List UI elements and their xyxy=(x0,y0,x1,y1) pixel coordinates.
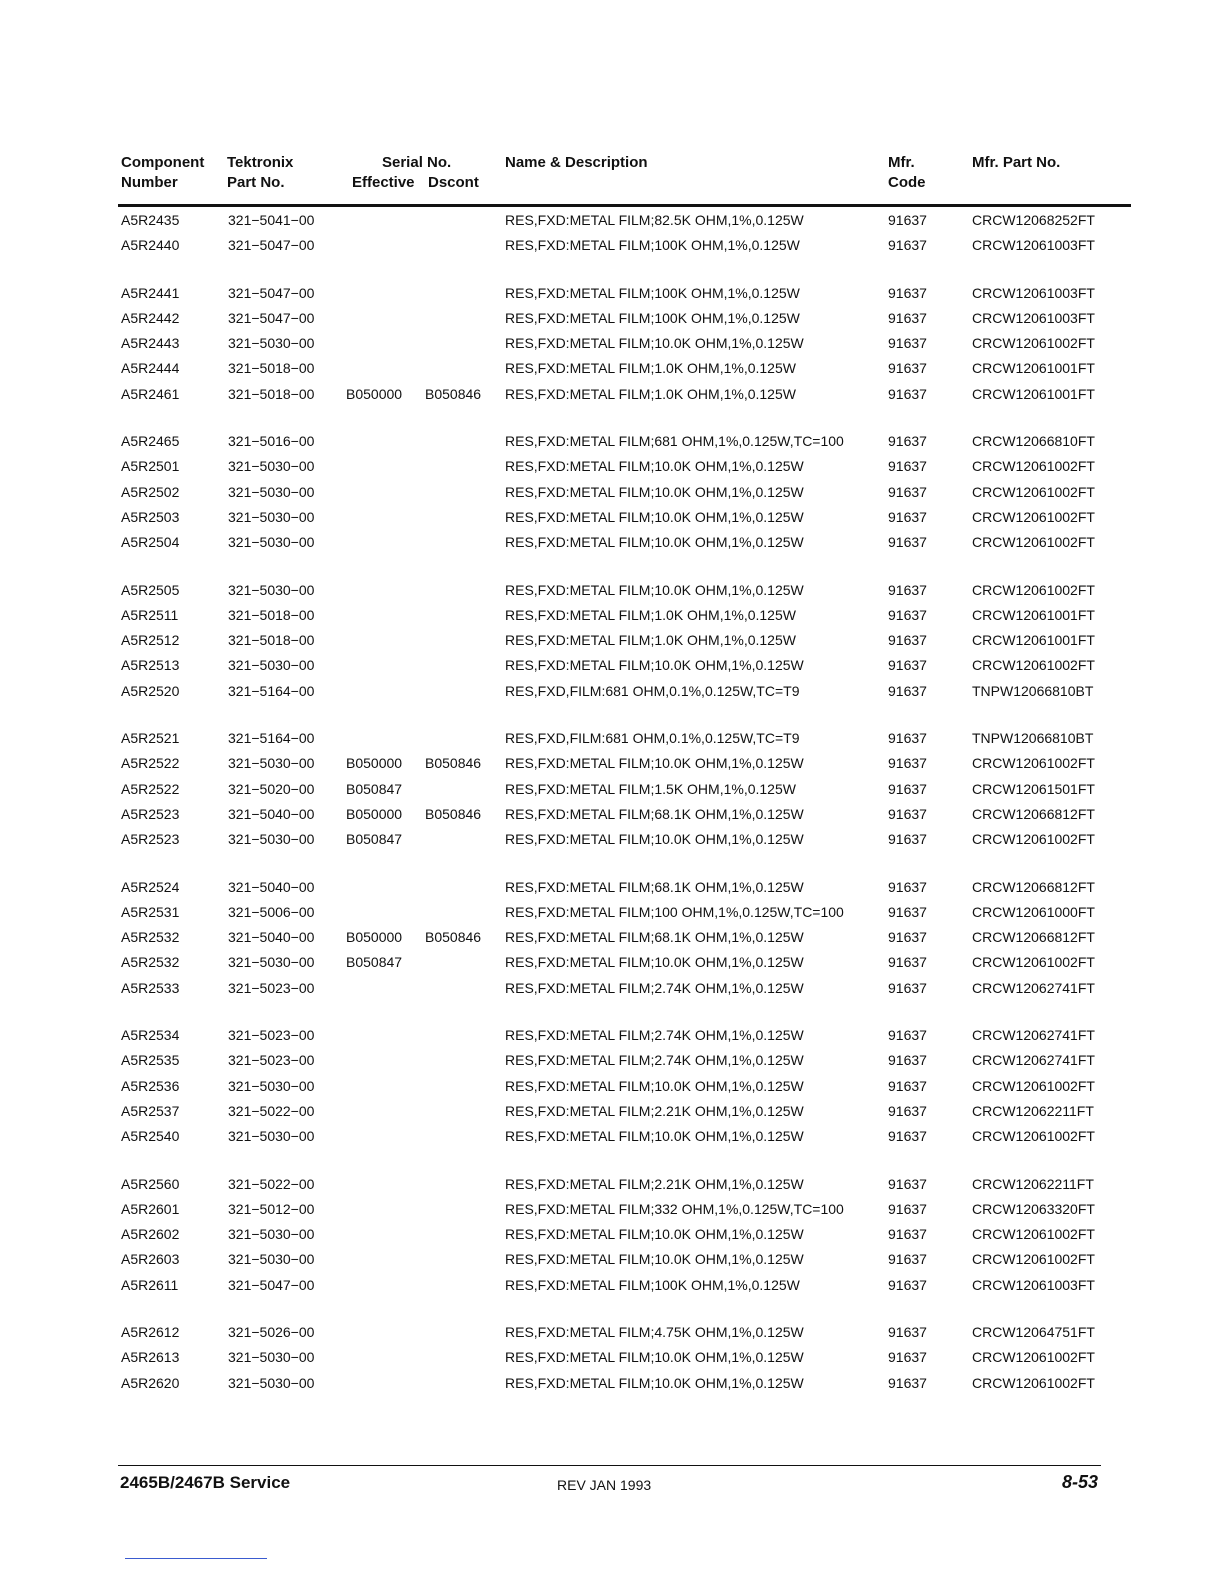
tektronix-part-no: 321−5030−00 xyxy=(228,657,315,674)
tektronix-part-no: 321−5023−00 xyxy=(228,1027,315,1044)
mfr-part-no: CRCW12061002FT xyxy=(972,657,1095,674)
mfr-part-no: CRCW12064751FT xyxy=(972,1323,1095,1340)
table-row xyxy=(120,1023,1130,1048)
mfr-code: 91637 xyxy=(888,903,927,920)
component-number: A5R2612 xyxy=(121,1323,180,1340)
mfr-code: 91637 xyxy=(888,657,927,674)
footer-rule xyxy=(118,1465,1101,1466)
table-row xyxy=(120,306,1130,331)
mfr-part-no: CRCW12066812FT xyxy=(972,878,1095,895)
table-row xyxy=(120,900,1130,925)
table-row xyxy=(120,875,1130,900)
header-dscont: Dscont xyxy=(428,174,479,191)
mfr-code: 91637 xyxy=(888,632,927,649)
name-description: RES,FXD:METAL FILM;2.21K OHM,1%,0.125W xyxy=(505,1175,804,1192)
name-description: RES,FXD:METAL FILM;100K OHM,1%,0.125W xyxy=(505,309,800,326)
header-rule xyxy=(118,204,1131,207)
table-row xyxy=(120,480,1130,505)
component-number: A5R2611 xyxy=(121,1276,179,1293)
mfr-part-no: CRCW12061002FT xyxy=(972,483,1095,500)
mfr-code: 91637 xyxy=(888,1251,927,1268)
tektronix-part-no: 321−5022−00 xyxy=(228,1175,315,1192)
tektronix-part-no: 321−5030−00 xyxy=(228,954,315,971)
component-number: A5R2522 xyxy=(121,755,180,772)
mfr-code: 91637 xyxy=(888,433,927,450)
component-number: A5R2465 xyxy=(121,433,180,450)
component-number: A5R2523 xyxy=(121,805,180,822)
component-number: A5R2521 xyxy=(121,730,180,747)
mfr-code: 91637 xyxy=(888,878,927,895)
name-description: RES,FXD:METAL FILM;10.0K OHM,1%,0.125W xyxy=(505,954,804,971)
table-row xyxy=(120,1048,1130,1073)
component-number: A5R2440 xyxy=(121,237,180,254)
header-name-description: Name & Description xyxy=(505,154,648,171)
table-row xyxy=(120,530,1130,555)
tektronix-part-no: 321−5164−00 xyxy=(228,730,315,747)
mfr-part-no: CRCW12066812FT xyxy=(972,805,1095,822)
header-mfr-part-no: Mfr. Part No. xyxy=(972,154,1061,171)
table-row xyxy=(120,679,1130,704)
tektronix-part-no: 321−5018−00 xyxy=(228,606,315,623)
name-description: RES,FXD:METAL FILM;10.0K OHM,1%,0.125W xyxy=(505,755,804,772)
name-description: RES,FXD:METAL FILM;1.0K OHM,1%,0.125W xyxy=(505,385,796,402)
row-group xyxy=(120,578,1130,704)
name-description: RES,FXD:METAL FILM;100K OHM,1%,0.125W xyxy=(505,237,800,254)
tektronix-part-no: 321−5018−00 xyxy=(228,385,315,402)
component-number: A5R2603 xyxy=(121,1251,180,1268)
table-row xyxy=(120,1197,1130,1222)
component-number: A5R2602 xyxy=(121,1226,180,1243)
mfr-code: 91637 xyxy=(888,1349,927,1366)
tektronix-part-no: 321−5040−00 xyxy=(228,929,315,946)
mfr-code: 91637 xyxy=(888,284,927,301)
tektronix-part-no: 321−5012−00 xyxy=(228,1200,315,1217)
mfr-code: 91637 xyxy=(888,1077,927,1094)
mfr-part-no: CRCW12061002FT xyxy=(972,1374,1095,1391)
component-number: A5R2601 xyxy=(121,1200,180,1217)
mfr-part-no: CRCW12061002FT xyxy=(972,508,1095,525)
name-description: RES,FXD:METAL FILM;10.0K OHM,1%,0.125W xyxy=(505,534,804,551)
component-number: A5R2442 xyxy=(121,309,180,326)
component-number: A5R2531 xyxy=(121,903,180,920)
tektronix-part-no: 321−5030−00 xyxy=(228,483,315,500)
mfr-code: 91637 xyxy=(888,534,927,551)
mfr-part-no: CRCW12061002FT xyxy=(972,755,1095,772)
mfr-part-no: CRCW12062211FT xyxy=(972,1102,1094,1119)
component-number: A5R2505 xyxy=(121,581,180,598)
header-component-number: Component Number xyxy=(121,154,205,191)
name-description: RES,FXD:METAL FILM;10.0K OHM,1%,0.125W xyxy=(505,335,804,352)
mfr-code: 91637 xyxy=(888,1323,927,1340)
name-description: RES,FXD:METAL FILM;10.0K OHM,1%,0.125W xyxy=(505,1077,804,1094)
table-row xyxy=(120,356,1130,381)
table-row xyxy=(120,578,1130,603)
tektronix-part-no: 321−5030−00 xyxy=(228,831,315,848)
mfr-code: 91637 xyxy=(888,360,927,377)
parts-table xyxy=(120,208,1130,1418)
tektronix-part-no: 321−5030−00 xyxy=(228,755,315,772)
serial-effective: B050000 xyxy=(346,805,403,822)
mfr-code: 91637 xyxy=(888,929,927,946)
mfr-code: 91637 xyxy=(888,606,927,623)
table-row xyxy=(120,950,1130,975)
name-description: RES,FXD,FILM:681 OHM,0.1%,0.125W,TC=T9 xyxy=(505,682,800,699)
tektronix-part-no: 321−5023−00 xyxy=(228,1052,315,1069)
mfr-code: 91637 xyxy=(888,979,927,996)
mfr-code: 91637 xyxy=(888,508,927,525)
component-number: A5R2444 xyxy=(121,360,180,377)
component-number: A5R2533 xyxy=(121,979,180,996)
serial-effective: B050847 xyxy=(346,780,403,797)
tektronix-part-no: 321−5030−00 xyxy=(228,1349,315,1366)
name-description: RES,FXD:METAL FILM;2.21K OHM,1%,0.125W xyxy=(505,1102,804,1119)
table-row xyxy=(120,281,1130,306)
component-number: A5R2520 xyxy=(121,682,180,699)
row-group xyxy=(120,1320,1130,1396)
tektronix-part-no: 321−5030−00 xyxy=(228,534,315,551)
table-row xyxy=(120,802,1130,827)
serial-dscont: B050846 xyxy=(425,385,482,402)
component-number: A5R2537 xyxy=(121,1102,180,1119)
tektronix-part-no: 321−5164−00 xyxy=(228,682,315,699)
table-row xyxy=(120,1172,1130,1197)
mfr-part-no: CRCW12066812FT xyxy=(972,929,1095,946)
name-description: RES,FXD:METAL FILM;10.0K OHM,1%,0.125W xyxy=(505,1128,804,1145)
table-row xyxy=(120,1074,1130,1099)
serial-effective: B050000 xyxy=(346,755,403,772)
mfr-code: 91637 xyxy=(888,1027,927,1044)
row-group xyxy=(120,208,1130,259)
tektronix-part-no: 321−5040−00 xyxy=(228,878,315,895)
table-row xyxy=(120,628,1130,653)
name-description: RES,FXD:METAL FILM;681 OHM,1%,0.125W,TC=100 xyxy=(505,433,844,450)
table-row xyxy=(120,1345,1130,1370)
component-number: A5R2503 xyxy=(121,508,180,525)
mfr-part-no: CRCW12062741FT xyxy=(972,1027,1095,1044)
name-description: RES,FXD:METAL FILM;1.0K OHM,1%,0.125W xyxy=(505,632,796,649)
component-number: A5R2532 xyxy=(121,929,180,946)
mfr-part-no: CRCW12062741FT xyxy=(972,1052,1095,1069)
name-description: RES,FXD:METAL FILM;1.0K OHM,1%,0.125W xyxy=(505,360,796,377)
tektronix-part-no: 321−5041−00 xyxy=(228,212,315,228)
mfr-part-no: CRCW12066810FT xyxy=(972,433,1095,450)
mfr-code: 91637 xyxy=(888,237,927,254)
mfr-code: 91637 xyxy=(888,335,927,352)
component-number: A5R2535 xyxy=(121,1052,180,1069)
serial-dscont: B050846 xyxy=(425,929,482,946)
component-number: A5R2512 xyxy=(121,632,180,649)
tektronix-part-no: 321−5030−00 xyxy=(228,335,315,352)
row-group xyxy=(120,1172,1130,1298)
mfr-code: 91637 xyxy=(888,458,927,475)
tektronix-part-no: 321−5030−00 xyxy=(228,1374,315,1391)
component-number: A5R2536 xyxy=(121,1077,180,1094)
mfr-code: 91637 xyxy=(888,730,927,747)
mfr-code: 91637 xyxy=(888,1200,927,1217)
mfr-part-no: CRCW12062211FT xyxy=(972,1175,1094,1192)
table-row xyxy=(120,1273,1130,1298)
name-description: RES,FXD:METAL FILM;68.1K OHM,1%,0.125W xyxy=(505,929,804,946)
tektronix-part-no: 321−5047−00 xyxy=(228,284,315,301)
name-description: RES,FXD:METAL FILM;10.0K OHM,1%,0.125W xyxy=(505,1226,804,1243)
tektronix-part-no: 321−5030−00 xyxy=(228,1226,315,1243)
header-tektronix-part-no: Tektronix Part No. xyxy=(227,154,294,191)
mfr-code: 91637 xyxy=(888,1052,927,1069)
mfr-part-no: CRCW12061002FT xyxy=(972,1226,1095,1243)
table-row xyxy=(120,653,1130,678)
tektronix-part-no: 321−5030−00 xyxy=(228,1128,315,1145)
table-row xyxy=(120,976,1130,1001)
mfr-code: 91637 xyxy=(888,483,927,500)
name-description: RES,FXD:METAL FILM;10.0K OHM,1%,0.125W xyxy=(505,1374,804,1391)
row-group xyxy=(120,726,1130,852)
table-row xyxy=(120,505,1130,530)
table-row xyxy=(120,382,1130,407)
mfr-part-no: CRCW12061003FT xyxy=(972,309,1095,326)
serial-dscont: B050846 xyxy=(425,755,482,772)
mfr-part-no: CRCW12063320FT xyxy=(972,1200,1095,1217)
mfr-part-no: CRCW12061001FT xyxy=(972,606,1095,623)
tektronix-part-no: 321−5020−00 xyxy=(228,780,315,797)
mfr-code: 91637 xyxy=(888,954,927,971)
tektronix-part-no: 321−5047−00 xyxy=(228,1276,315,1293)
table-row xyxy=(120,331,1130,356)
mfr-part-no: CRCW12061000FT xyxy=(972,903,1095,920)
table-row xyxy=(120,603,1130,628)
table-row xyxy=(120,1099,1130,1124)
table-row xyxy=(120,429,1130,454)
name-description: RES,FXD:METAL FILM;10.0K OHM,1%,0.125W xyxy=(505,508,804,525)
tektronix-part-no: 321−5018−00 xyxy=(228,360,315,377)
component-number: A5R2435 xyxy=(121,212,180,228)
name-description: RES,FXD:METAL FILM;100K OHM,1%,0.125W xyxy=(505,1276,800,1293)
mfr-part-no: CRCW12061002FT xyxy=(972,534,1095,551)
component-number: A5R2504 xyxy=(121,534,180,551)
mfr-code: 91637 xyxy=(888,385,927,402)
tektronix-part-no: 321−5030−00 xyxy=(228,581,315,598)
mfr-part-no: CRCW12061001FT xyxy=(972,360,1095,377)
name-description: RES,FXD:METAL FILM;1.0K OHM,1%,0.125W xyxy=(505,606,796,623)
component-number: A5R2513 xyxy=(121,657,180,674)
mfr-code: 91637 xyxy=(888,1226,927,1243)
component-number: A5R2522 xyxy=(121,780,180,797)
tektronix-part-no: 321−5022−00 xyxy=(228,1102,315,1119)
mfr-code: 91637 xyxy=(888,1374,927,1391)
table-row xyxy=(120,1222,1130,1247)
mfr-code: 91637 xyxy=(888,212,927,228)
header-serial-no: Serial No. xyxy=(382,154,452,171)
component-number: A5R2532 xyxy=(121,954,180,971)
table-row xyxy=(120,454,1130,479)
mfr-part-no: CRCW12061002FT xyxy=(972,1077,1095,1094)
name-description: RES,FXD:METAL FILM;10.0K OHM,1%,0.125W xyxy=(505,483,804,500)
component-number: A5R2443 xyxy=(121,335,180,352)
table-row xyxy=(120,925,1130,950)
mfr-part-no: CRCW12061002FT xyxy=(972,954,1095,971)
mfr-code: 91637 xyxy=(888,1276,927,1293)
name-description: RES,FXD:METAL FILM;68.1K OHM,1%,0.125W xyxy=(505,878,804,895)
component-number: A5R2461 xyxy=(121,385,180,402)
mfr-code: 91637 xyxy=(888,1102,927,1119)
name-description: RES,FXD:METAL FILM;2.74K OHM,1%,0.125W xyxy=(505,979,804,996)
row-group xyxy=(120,429,1130,555)
mfr-part-no: CRCW12061002FT xyxy=(972,831,1095,848)
tektronix-part-no: 321−5023−00 xyxy=(228,979,315,996)
mfr-code: 91637 xyxy=(888,831,927,848)
component-number: A5R2511 xyxy=(121,606,179,623)
name-description: RES,FXD:METAL FILM;10.0K OHM,1%,0.125W xyxy=(505,1349,804,1366)
component-number: A5R2613 xyxy=(121,1349,180,1366)
mfr-part-no: TNPW12066810BT xyxy=(972,730,1094,747)
mfr-part-no: TNPW12066810BT xyxy=(972,682,1094,699)
component-number: A5R2540 xyxy=(121,1128,180,1145)
row-group xyxy=(120,1023,1130,1149)
header-effective: Effective xyxy=(352,174,415,191)
revision-date: REV JAN 1993 xyxy=(557,1477,652,1493)
mfr-part-no: CRCW12061002FT xyxy=(972,1251,1095,1268)
name-description: RES,FXD:METAL FILM;1.5K OHM,1%,0.125W xyxy=(505,780,796,797)
component-number: A5R2441 xyxy=(121,284,180,301)
mfr-part-no: CRCW12061003FT xyxy=(972,1276,1095,1293)
component-number: A5R2501 xyxy=(121,458,180,475)
row-group xyxy=(120,875,1130,1001)
mfr-code: 91637 xyxy=(888,755,927,772)
mfr-part-no: CRCW12061001FT xyxy=(972,632,1095,649)
mfr-code: 91637 xyxy=(888,1128,927,1145)
name-description: RES,FXD:METAL FILM;68.1K OHM,1%,0.125W xyxy=(505,805,804,822)
table-row xyxy=(120,777,1130,802)
scan-mark xyxy=(125,1558,267,1559)
mfr-part-no: CRCW12068252FT xyxy=(972,212,1095,228)
manual-title: 2465B/2467B Service xyxy=(120,1473,291,1492)
tektronix-part-no: 321−5030−00 xyxy=(228,1077,315,1094)
table-row xyxy=(120,208,1130,233)
name-description: RES,FXD:METAL FILM;10.0K OHM,1%,0.125W xyxy=(505,581,804,598)
mfr-part-no: CRCW12061002FT xyxy=(972,1349,1095,1366)
tektronix-part-no: 321−5030−00 xyxy=(228,1251,315,1268)
component-number: A5R2524 xyxy=(121,878,180,895)
name-description: RES,FXD:METAL FILM;332 OHM,1%,0.125W,TC=100 xyxy=(505,1200,844,1217)
mfr-code: 91637 xyxy=(888,780,927,797)
component-number: A5R2560 xyxy=(121,1175,180,1192)
mfr-part-no: CRCW12061002FT xyxy=(972,1128,1095,1145)
mfr-code: 91637 xyxy=(888,805,927,822)
component-number: A5R2620 xyxy=(121,1374,180,1391)
table-row xyxy=(120,1371,1130,1396)
tektronix-part-no: 321−5047−00 xyxy=(228,237,315,254)
name-description: RES,FXD:METAL FILM;10.0K OHM,1%,0.125W xyxy=(505,831,804,848)
serial-effective: B050847 xyxy=(346,831,403,848)
table-row xyxy=(120,233,1130,258)
mfr-code: 91637 xyxy=(888,682,927,699)
name-description: RES,FXD:METAL FILM;82.5K OHM,1%,0.125W xyxy=(505,212,804,228)
name-description: RES,FXD:METAL FILM;2.74K OHM,1%,0.125W xyxy=(505,1052,804,1069)
name-description: RES,FXD:METAL FILM;2.74K OHM,1%,0.125W xyxy=(505,1027,804,1044)
mfr-part-no: CRCW12062741FT xyxy=(972,979,1095,996)
tektronix-part-no: 321−5047−00 xyxy=(228,309,315,326)
mfr-code: 91637 xyxy=(888,309,927,326)
table-row xyxy=(120,726,1130,751)
header-mfr-code: Mfr. Code xyxy=(888,154,926,191)
name-description: RES,FXD:METAL FILM;10.0K OHM,1%,0.125W xyxy=(505,657,804,674)
name-description: RES,FXD:METAL FILM;4.75K OHM,1%,0.125W xyxy=(505,1323,804,1340)
tektronix-part-no: 321−5018−00 xyxy=(228,632,315,649)
serial-effective: B050000 xyxy=(346,385,403,402)
table-row xyxy=(120,1247,1130,1272)
tektronix-part-no: 321−5006−00 xyxy=(228,903,315,920)
mfr-part-no: CRCW12061501FT xyxy=(972,780,1095,797)
name-description: RES,FXD:METAL FILM;100K OHM,1%,0.125W xyxy=(505,284,800,301)
name-description: RES,FXD:METAL FILM;100 OHM,1%,0.125W,TC=100 xyxy=(505,903,844,920)
mfr-part-no: CRCW12061002FT xyxy=(972,335,1095,352)
serial-effective: B050000 xyxy=(346,929,403,946)
table-row xyxy=(120,751,1130,776)
mfr-part-no: CRCW12061003FT xyxy=(972,237,1095,254)
name-description: RES,FXD:METAL FILM;10.0K OHM,1%,0.125W xyxy=(505,1251,804,1268)
tektronix-part-no: 321−5026−00 xyxy=(228,1323,315,1340)
mfr-code: 91637 xyxy=(888,1175,927,1192)
tektronix-part-no: 321−5040−00 xyxy=(228,805,315,822)
table-row xyxy=(120,1320,1130,1345)
component-number: A5R2534 xyxy=(121,1027,180,1044)
mfr-part-no: CRCW12061002FT xyxy=(972,458,1095,475)
name-description: RES,FXD,FILM:681 OHM,0.1%,0.125W,TC=T9 xyxy=(505,730,800,747)
mfr-part-no: CRCW12061003FT xyxy=(972,284,1095,301)
mfr-code: 91637 xyxy=(888,581,927,598)
tektronix-part-no: 321−5030−00 xyxy=(228,508,315,525)
serial-effective: B050847 xyxy=(346,954,403,971)
mfr-part-no: CRCW12061002FT xyxy=(972,581,1095,598)
serial-dscont: B050846 xyxy=(425,805,482,822)
row-group xyxy=(120,281,1130,407)
mfr-part-no: CRCW12061001FT xyxy=(972,385,1095,402)
table-row xyxy=(120,827,1130,852)
tektronix-part-no: 321−5016−00 xyxy=(228,433,315,450)
tektronix-part-no: 321−5030−00 xyxy=(228,458,315,475)
table-row xyxy=(120,1124,1130,1149)
name-description: RES,FXD:METAL FILM;10.0K OHM,1%,0.125W xyxy=(505,458,804,475)
component-number: A5R2523 xyxy=(121,831,180,848)
component-number: A5R2502 xyxy=(121,483,180,500)
page-number: 8-53 xyxy=(1062,1472,1099,1492)
